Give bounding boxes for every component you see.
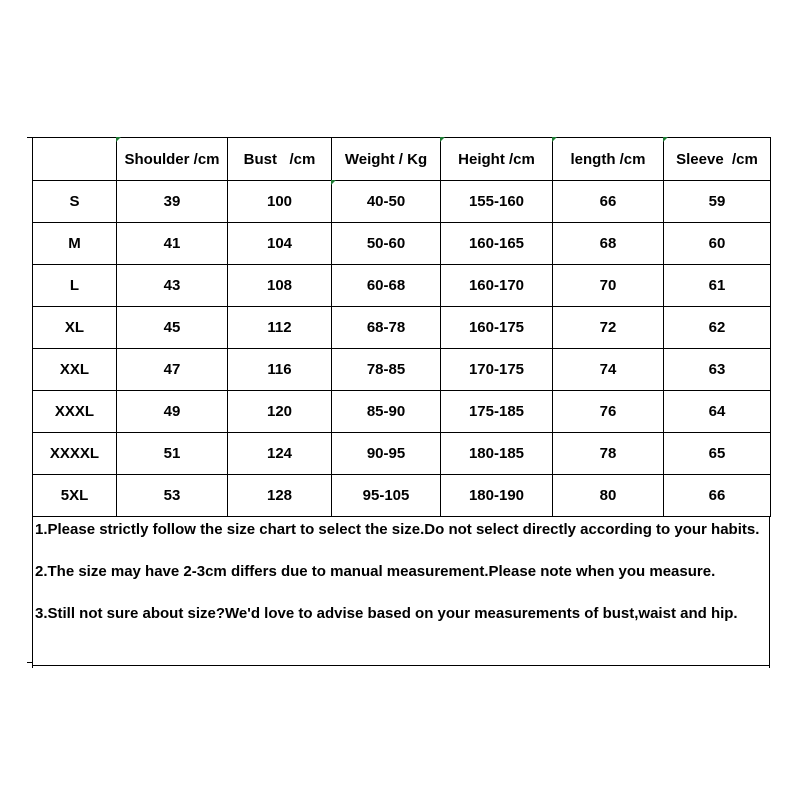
- cell-shoulder: 41: [117, 223, 228, 265]
- cell-size: XL: [33, 307, 117, 349]
- cell-bust: 112: [228, 307, 332, 349]
- cell-weight: 78-85: [332, 349, 441, 391]
- cell-length: 80: [553, 475, 664, 517]
- cell-length: 68: [553, 223, 664, 265]
- gridline-stub: [27, 137, 33, 138]
- cell-weight: 60-68: [332, 265, 441, 307]
- cell-length: 78: [553, 433, 664, 475]
- cell-height: 155-160: [441, 181, 553, 223]
- cell-sleeve: 66: [664, 475, 771, 517]
- cell-height: 160-165: [441, 223, 553, 265]
- table-row: [33, 475, 771, 517]
- table-row: [33, 265, 771, 307]
- comment-marker-icon: [663, 137, 668, 142]
- cell-size: M: [33, 223, 117, 265]
- note-1: 1.Please strictly follow the size chart to select the size.Do not select directly according to your habits.: [35, 521, 760, 538]
- table-row: [33, 433, 771, 475]
- cell-weight: 40-50: [332, 181, 441, 223]
- cell-shoulder: 43: [117, 265, 228, 307]
- header-bust: Bust /cm: [228, 138, 332, 181]
- cell-length: 70: [553, 265, 664, 307]
- header-length: length /cm: [553, 138, 664, 181]
- cell-weight: 95-105: [332, 475, 441, 517]
- cell-weight: 85-90: [332, 391, 441, 433]
- header-row: [33, 138, 771, 181]
- cell-height: 175-185: [441, 391, 553, 433]
- table-row: [33, 223, 771, 265]
- size-chart-body: [33, 181, 771, 517]
- header-weight: Weight / Kg: [332, 138, 441, 181]
- size-chart-table: [32, 137, 771, 517]
- cell-sleeve: 61: [664, 265, 771, 307]
- table-row: [33, 391, 771, 433]
- header-corner-cell: [33, 138, 117, 181]
- cell-sleeve: 63: [664, 349, 771, 391]
- cell-sleeve: 64: [664, 391, 771, 433]
- cell-weight: 90-95: [332, 433, 441, 475]
- table-row: [33, 349, 771, 391]
- size-notes: [32, 517, 770, 666]
- gridline-stub: [769, 662, 770, 668]
- cell-length: 66: [553, 181, 664, 223]
- cell-bust: 128: [228, 475, 332, 517]
- cell-bust: 108: [228, 265, 332, 307]
- cell-height: 160-170: [441, 265, 553, 307]
- table-row: [33, 181, 771, 223]
- cell-shoulder: 53: [117, 475, 228, 517]
- cell-length: 74: [553, 349, 664, 391]
- cell-shoulder: 51: [117, 433, 228, 475]
- size-chart-sheet: [32, 137, 770, 666]
- cell-sleeve: 59: [664, 181, 771, 223]
- cell-bust: 100: [228, 181, 332, 223]
- cell-size: S: [33, 181, 117, 223]
- comment-marker-icon: [331, 180, 336, 185]
- comment-marker-icon: [552, 137, 557, 142]
- cell-weight: 68-78: [332, 307, 441, 349]
- cell-size: XXXXL: [33, 433, 117, 475]
- note-3: 3.Still not sure about size?We'd love to advise based on your measurements of bust,waist and hip.: [35, 605, 738, 622]
- note-spacer: [33, 582, 769, 603]
- cell-height: 180-185: [441, 433, 553, 475]
- cell-height: 180-190: [441, 475, 553, 517]
- cell-size: XXXL: [33, 391, 117, 433]
- note-spacer: [33, 540, 769, 561]
- cell-shoulder: 39: [117, 181, 228, 223]
- cell-height: 170-175: [441, 349, 553, 391]
- header-height: Height /cm: [441, 138, 553, 181]
- cell-shoulder: 49: [117, 391, 228, 433]
- cell-bust: 124: [228, 433, 332, 475]
- cell-shoulder: 47: [117, 349, 228, 391]
- note-2: 2.The size may have 2-3cm differs due to manual measurement.Please note when you measure.: [35, 563, 716, 580]
- cell-bust: 120: [228, 391, 332, 433]
- gridline-stub: [32, 662, 33, 668]
- cell-weight: 50-60: [332, 223, 441, 265]
- cell-size: XXL: [33, 349, 117, 391]
- cell-sleeve: 60: [664, 223, 771, 265]
- cell-sleeve: 65: [664, 433, 771, 475]
- cell-bust: 116: [228, 349, 332, 391]
- cell-height: 160-175: [441, 307, 553, 349]
- table-row: [33, 307, 771, 349]
- cell-size: L: [33, 265, 117, 307]
- cell-sleeve: 62: [664, 307, 771, 349]
- header-sleeve: Sleeve /cm: [664, 138, 771, 181]
- cell-bust: 104: [228, 223, 332, 265]
- cell-shoulder: 45: [117, 307, 228, 349]
- cell-size: 5XL: [33, 475, 117, 517]
- header-shoulder: Shoulder /cm: [117, 138, 228, 181]
- cell-length: 76: [553, 391, 664, 433]
- cell-length: 72: [553, 307, 664, 349]
- comment-marker-icon: [440, 137, 445, 142]
- comment-marker-icon: [116, 137, 121, 142]
